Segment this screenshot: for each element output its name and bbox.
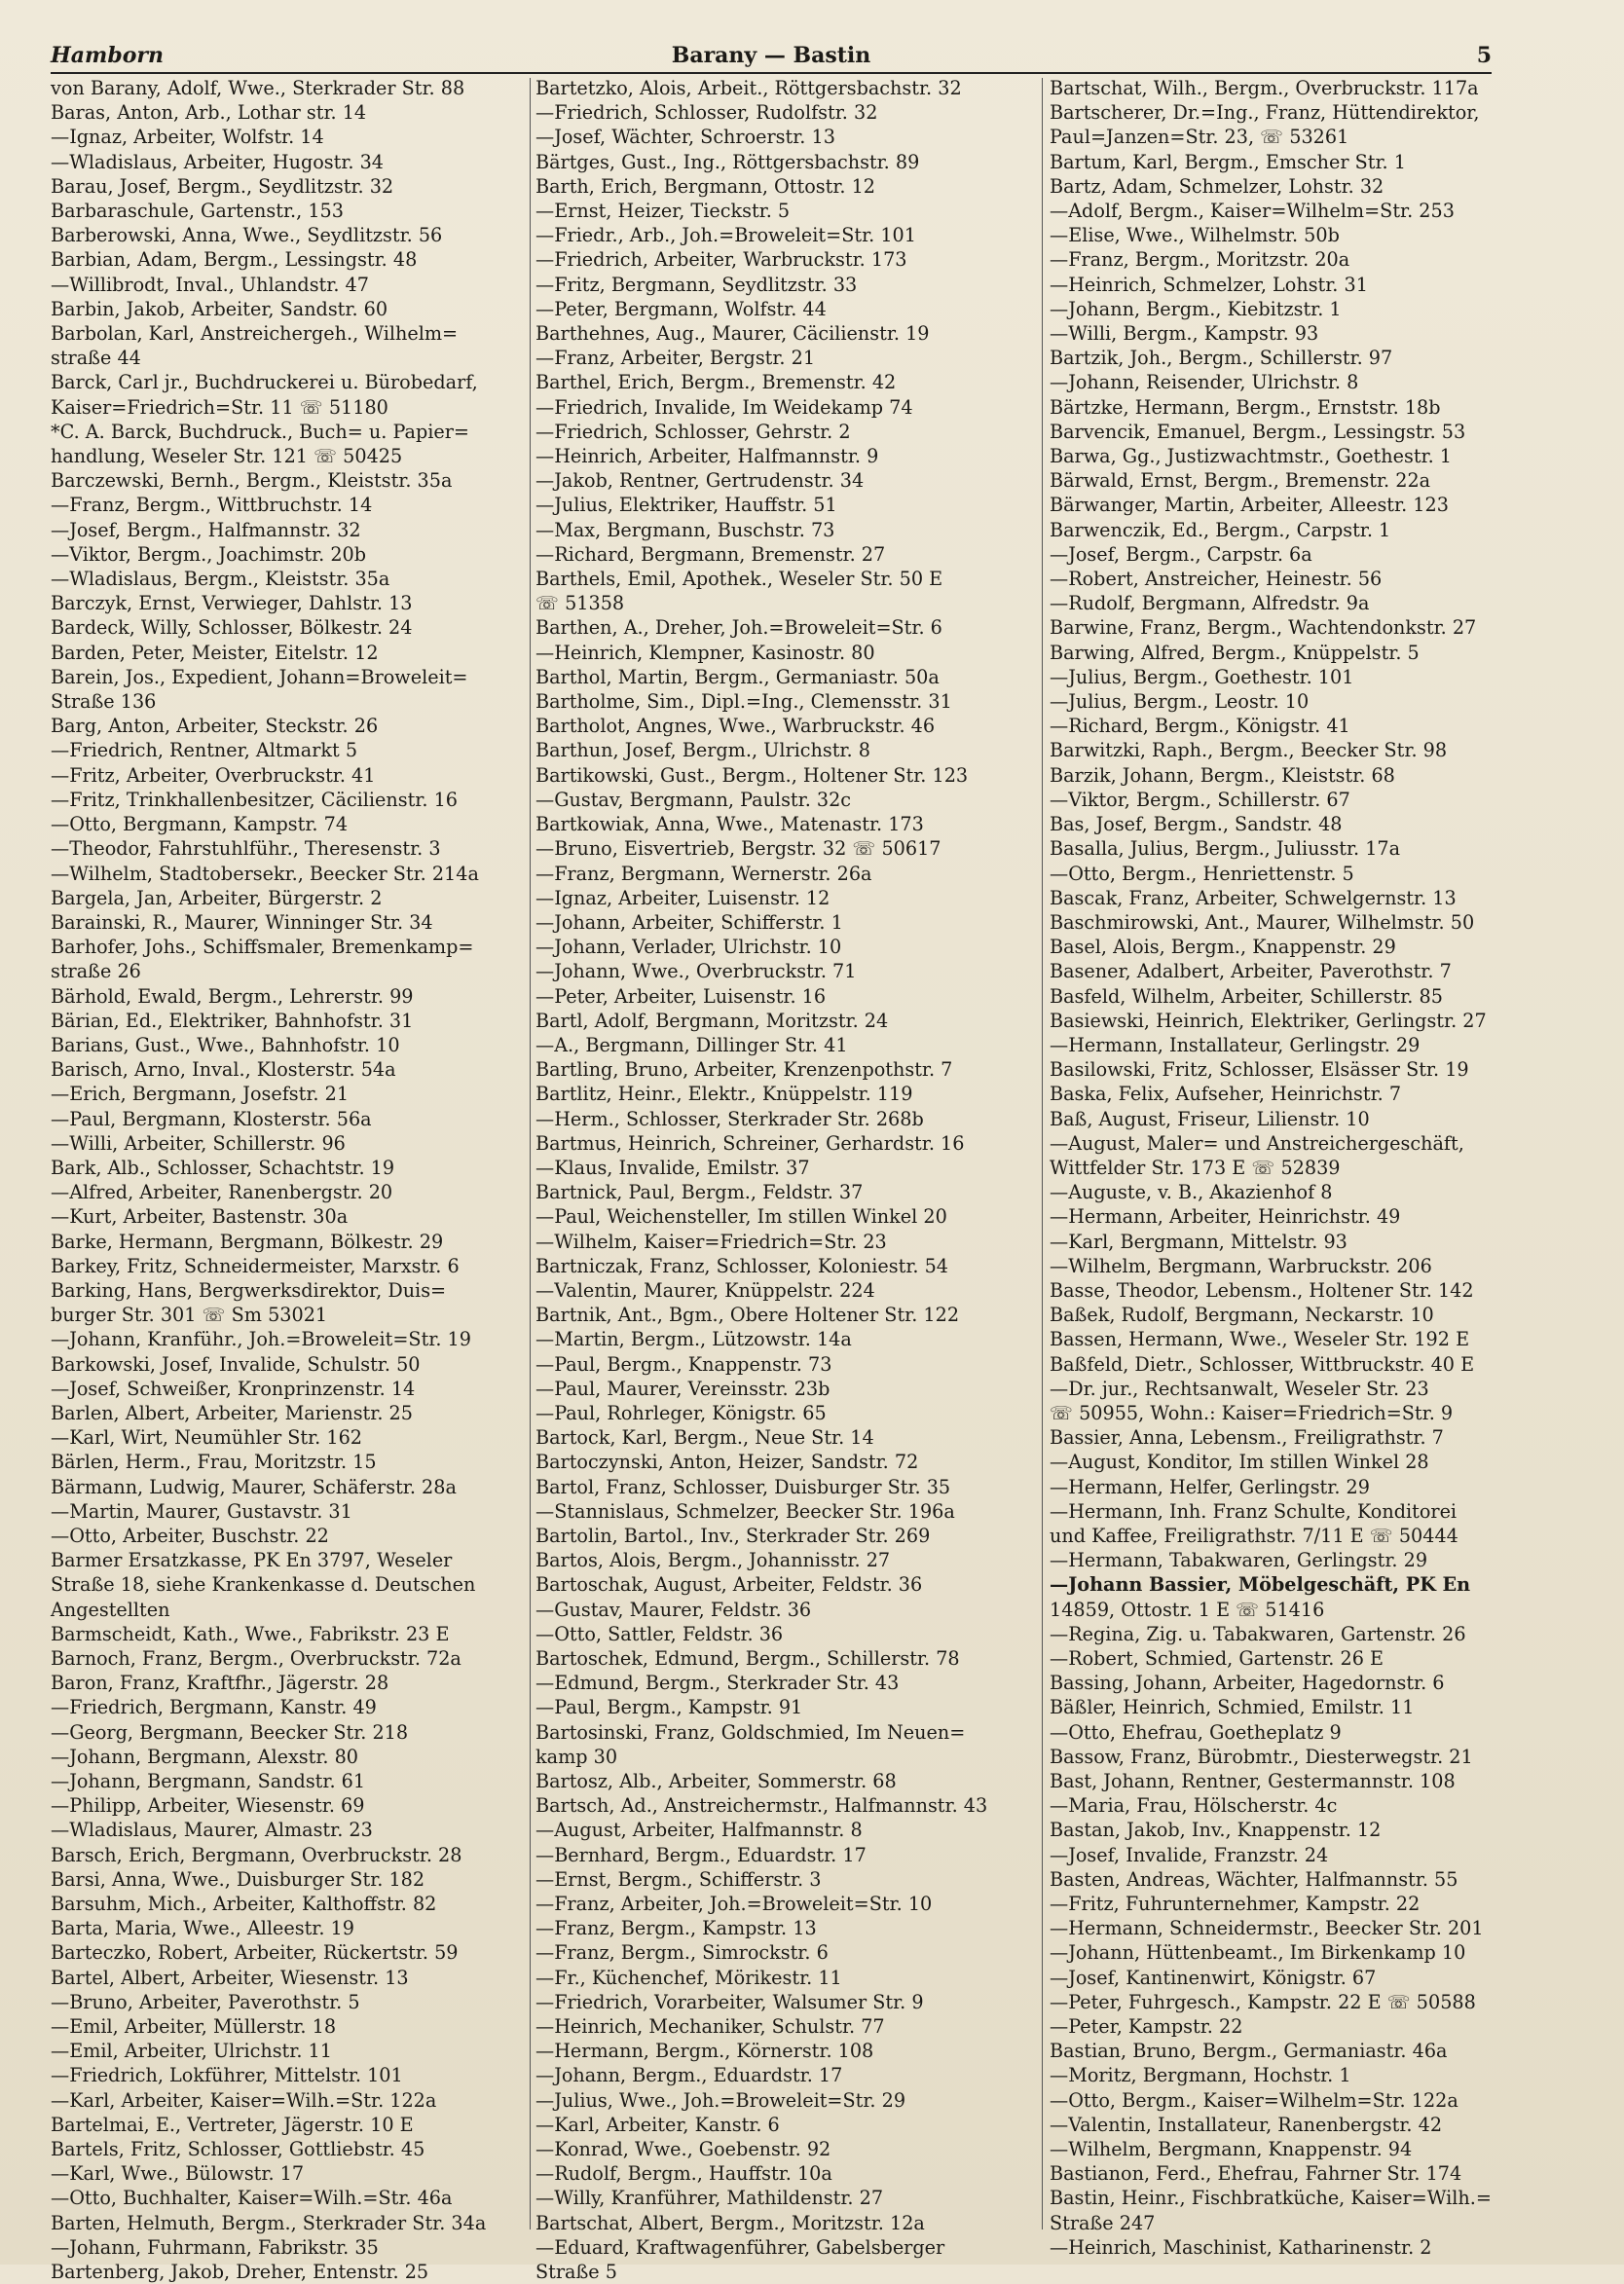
directory-entry: —Josef, Wächter, Schroerstr. 13 [535, 126, 835, 149]
directory-entry: Bartl, Adolf, Bergmann, Moritzstr. 24 [535, 1009, 889, 1032]
city-name: Hamborn [51, 43, 164, 68]
directory-entry: —Maria, Frau, Hölscherstr. 4c [1050, 1794, 1338, 1818]
directory-entry: —Hermann, Arbeiter, Heinrichstr. 49 [1050, 1205, 1401, 1229]
directory-entry: —Klaus, Invalide, Emilstr. 37 [535, 1156, 810, 1179]
directory-entry: —Hermann, Installateur, Gerlingstr. 29 [1050, 1033, 1421, 1056]
directory-entry: —Johann, Kranführ., Joh.=Broweleit=Str. 19 [51, 1328, 471, 1351]
directory-entry: —Johann, Verlader, Ulrichstr. 10 [535, 936, 842, 959]
directory-entry: Bartelmai, E., Vertreter, Jägerstr. 10 E [51, 2113, 414, 2136]
directory-entry: und Kaffee, Freiligrathstr. 7/11 E ☏ 50444 [1050, 1524, 1458, 1547]
directory-entry: —Paul, Bergmann, Klosterstr. 56a [51, 1107, 372, 1130]
directory-entry: Baschmirowski, Ant., Maurer, Wilhelmstr. 50 [1050, 910, 1475, 934]
directory-entry: —Johann, Bergm., Eduardstr. 17 [535, 2064, 843, 2087]
directory-entry: Bartos, Alois, Bergm., Johannisstr. 27 [535, 1549, 891, 1572]
directory-entry: —Johann, Fuhrmann, Fabrikstr. 35 [51, 2235, 379, 2259]
directory-entry: Bartsch, Ad., Anstreichermstr., Halfmannstr. 43 [535, 1794, 988, 1818]
directory-entry: Bärlen, Herm., Frau, Moritzstr. 15 [51, 1451, 377, 1474]
directory-entry: —Emil, Arbeiter, Ulrichstr. 11 [51, 2040, 332, 2063]
directory-entry: —Otto, Sattler, Feldstr. 36 [535, 1622, 784, 1645]
directory-entry: —Josef, Invalide, Franzstr. 24 [1050, 1843, 1329, 1866]
directory-entry: —Josef, Bergm., Carpstr. 6a [1050, 542, 1312, 566]
directory-entry: —Wilhelm, Kaiser=Friedrich=Str. 23 [535, 1230, 887, 1253]
directory-entry: —Georg, Bergmann, Beecker Str. 218 [51, 1720, 409, 1744]
directory-entry: Barth, Erich, Bergmann, Ottostr. 12 [535, 174, 875, 198]
directory-entry: —Franz, Arbeiter, Bergstr. 21 [535, 347, 816, 370]
directory-entry: —Paul, Maurer, Vereinsstr. 23b [535, 1377, 830, 1400]
directory-entry: Barck, Carl jr., Buchdruckerei u. Bürobedarf, [51, 371, 478, 394]
directory-entry: —Heinrich, Maschinist, Katharinenstr. 2 [1050, 2235, 1432, 2259]
directory-entry: Bartholot, Angnes, Wwe., Warbruckstr. 46 [535, 715, 936, 738]
directory-entry: —Willy, Kranführer, Mathildenstr. 27 [535, 2187, 884, 2210]
directory-entry: —Richard, Bergmann, Bremenstr. 27 [535, 542, 886, 566]
directory-entry: —Johann, Bergmann, Sandstr. 61 [51, 1770, 366, 1793]
directory-entry: —Viktor, Bergm., Joachimstr. 20b [51, 542, 367, 566]
directory-entry: —Robert, Schmied, Gartenstr. 26 E [1050, 1647, 1384, 1670]
directory-entry: —Julius, Elektriker, Hauffstr. 51 [535, 494, 837, 517]
directory-entry: —A., Bergmann, Dillinger Str. 41 [535, 1033, 848, 1056]
directory-entry: Bartling, Bruno, Arbeiter, Krenzenpothstr. 7 [535, 1058, 953, 1082]
directory-entry: —August, Arbeiter, Halfmannstr. 8 [535, 1819, 863, 1842]
directory-entry: —Herm., Schlosser, Sterkrader Str. 268b [535, 1107, 924, 1130]
directory-entry: Baßfeld, Dietr., Schlosser, Wittbruckstr. 40 E [1050, 1352, 1475, 1376]
directory-entry: —Adolf, Bergm., Kaiser=Wilhelm=Str. 253 [1050, 200, 1455, 223]
directory-entry: Barein, Jos., Expedient, Johann=Broweleit= [51, 665, 468, 688]
directory-entry: Bartoczynski, Anton, Heizer, Sandstr. 72 [535, 1451, 919, 1474]
directory-entry: —Friedrich, Vorarbeiter, Walsumer Str. 9 [535, 1990, 924, 2013]
directory-entry: —Fr., Küchenchef, Mörikestr. 11 [535, 1966, 842, 1989]
directory-entry: —Valentin, Maurer, Knüppelstr. 224 [535, 1278, 875, 1302]
directory-entry: —August, Maler= und Anstreichergeschäft, [1050, 1131, 1464, 1155]
directory-entry: —Johann, Bergmann, Alexstr. 80 [51, 1745, 359, 1768]
directory-entry: Baska, Felix, Aufseher, Heinrichstr. 7 [1050, 1083, 1402, 1106]
directory-entry: —Erich, Bergmann, Josefstr. 21 [51, 1083, 350, 1106]
directory-entry: Barnoch, Franz, Bergm., Overbruckstr. 72a [51, 1647, 461, 1670]
directory-entry: Bartikowski, Gust., Bergm., Holtener Str. 123 [535, 763, 969, 787]
directory-entry: —Rudolf, Bergmann, Alfredstr. 9a [1050, 592, 1370, 615]
directory-entry: Baßek, Rudolf, Bergmann, Neckarstr. 10 [1050, 1304, 1434, 1327]
directory-entry: Bärian, Ed., Elektriker, Bahnhofstr. 31 [51, 1009, 414, 1032]
directory-entry: —Johann, Bergm., Kiebitzstr. 1 [1050, 297, 1342, 320]
directory-entry: Basse, Theodor, Lebensm., Holtener Str. 142 [1050, 1278, 1474, 1302]
directory-entry: Bartels, Fritz, Schlosser, Gottliebstr. 45 [51, 2138, 425, 2161]
directory-entry: Bardeck, Willy, Schlosser, Bölkestr. 24 [51, 616, 413, 640]
directory-entry: —Josef, Schweißer, Kronprinzenstr. 14 [51, 1377, 416, 1400]
directory-entry: —Philipp, Arbeiter, Wiesenstr. 69 [51, 1794, 365, 1818]
directory-entry: —Friedrich, Invalide, Im Weidekamp 74 [535, 395, 913, 419]
directory-entry: —Willi, Bergm., Kampstr. 93 [1050, 322, 1319, 346]
directory-entry: Basalla, Julius, Bergm., Juliusstr. 17a [1050, 837, 1401, 861]
directory-entry: Bartlitz, Heinr., Elektr., Knüppelstr. 119 [535, 1083, 913, 1106]
directory-entry: Paul=Janzen=Str. 23, ☏ 53261 [1050, 126, 1349, 149]
directory-entry: —Fritz, Trinkhallenbesitzer, Cäcilienstr. 16 [51, 788, 458, 811]
directory-entry: —Franz, Bergmann, Wernerstr. 26a [535, 862, 872, 885]
page-header [51, 43, 1492, 74]
directory-entry: Barsi, Anna, Wwe., Duisburger Str. 182 [51, 1867, 425, 1891]
directory-entry: —Josef, Kantinenwirt, Königstr. 67 [1050, 1966, 1377, 1989]
directory-entry: Bärtges, Gust., Ing., Röttgersbachstr. 89 [535, 150, 920, 173]
directory-entry: Barthehnes, Aug., Maurer, Cäcilienstr. 19 [535, 322, 930, 346]
directory-entry: Bartschat, Wilh., Bergm., Overbruckstr. 117a [1050, 77, 1479, 99]
directory-entry: Barwitzki, Raph., Bergm., Beecker Str. 98 [1050, 739, 1448, 762]
directory-entry: —Johann Bassier, Möbelgeschäft, PK En [1050, 1573, 1471, 1597]
directory-entry: Bastan, Jakob, Inv., Knappenstr. 12 [1050, 1819, 1382, 1842]
directory-entry: —Otto, Bergm., Kaiser=Wilhelm=Str. 122a [1050, 2088, 1458, 2112]
directory-entry: Basiewski, Heinrich, Elektriker, Gerlingstr. 27 [1050, 1009, 1487, 1032]
directory-entry: Bascak, Franz, Arbeiter, Schwelgernstr. 13 [1050, 886, 1457, 909]
directory-entry: —Wilhelm, Bergmann, Knappenstr. 94 [1050, 2138, 1413, 2161]
directory-entry: straße 26 [51, 960, 141, 983]
directory-entry: —Emil, Arbeiter, Müllerstr. 18 [51, 2015, 337, 2039]
directory-entry: Basfeld, Wilhelm, Arbeiter, Schillerstr. 85 [1050, 984, 1443, 1008]
directory-entry: —Paul, Bergm., Kampstr. 91 [535, 1696, 803, 1719]
directory-entry: Bartniczak, Franz, Schlosser, Koloniestr. 54 [535, 1254, 949, 1277]
directory-entry: ☏ 51358 [535, 592, 625, 615]
directory-entry: handlung, Weseler Str. 121 ☏ 50425 [51, 445, 403, 468]
directory-entry: Barden, Peter, Meister, Eitelstr. 12 [51, 641, 379, 664]
directory-entry: Barau, Josef, Bergm., Seydlitzstr. 32 [51, 174, 394, 198]
directory-entry: ☏ 50955, Wohn.: Kaiser=Friedrich=Str. 9 [1050, 1401, 1454, 1424]
directory-entry: von Barany, Adolf, Wwe., Sterkrader Str. 88 [51, 77, 465, 99]
directory-entry: Bärtzke, Hermann, Bergm., Ernststr. 18b [1050, 395, 1441, 419]
directory-entry: 14859, Ottostr. 1 E ☏ 51416 [1050, 1598, 1325, 1621]
directory-entry: —Richard, Bergm., Königstr. 41 [1050, 715, 1350, 738]
column-2 [535, 76, 1032, 2284]
directory-entry: —Wilhelm, Bergmann, Warbruckstr. 206 [1050, 1254, 1432, 1277]
directory-entry: Bartoschek, Edmund, Bergm., Schillerstr. 78 [535, 1647, 960, 1670]
directory-entry: —Karl, Wirt, Neumühler Str. 162 [51, 1426, 362, 1450]
directory-entry: —Friedrich, Rentner, Altmarkt 5 [51, 739, 358, 762]
directory-entry: —Wladislaus, Maurer, Almastr. 23 [51, 1819, 373, 1842]
directory-entry: —Paul, Rohrleger, Königstr. 65 [535, 1401, 827, 1424]
directory-entry: —Peter, Kampstr. 22 [1050, 2015, 1243, 2039]
directory-entry: —Heinrich, Mechaniker, Schulstr. 77 [535, 2015, 885, 2039]
directory-entry: Bartoschak, August, Arbeiter, Feldstr. 36 [535, 1573, 923, 1597]
directory-entry: —Fritz, Bergmann, Seydlitzstr. 33 [535, 273, 858, 296]
directory-entry: —Heinrich, Arbeiter, Halfmannstr. 9 [535, 445, 879, 468]
directory-entry: Barwing, Alfred, Bergm., Knüppelstr. 5 [1050, 641, 1420, 664]
directory-entry: Barten, Helmuth, Bergm., Sterkrader Str. 34a [51, 2211, 487, 2234]
directory-entry: Bartmus, Heinrich, Schreiner, Gerhardstr. 16 [535, 1131, 965, 1155]
directory-entry: kamp 30 [535, 1745, 618, 1768]
directory-entry: Barvencik, Emanuel, Bergm., Lessingstr. 53 [1050, 420, 1466, 443]
directory-entry: Bassen, Hermann, Wwe., Weseler Str. 192 E [1050, 1328, 1470, 1351]
directory-entry: —Elise, Wwe., Wilhelmstr. 50b [1050, 224, 1340, 247]
directory-entry: —Ignaz, Arbeiter, Wolfstr. 14 [51, 126, 324, 149]
directory-entry: Barwenczik, Ed., Bergm., Carpstr. 1 [1050, 518, 1391, 541]
directory-entry: Bartscherer, Dr.=Ing., Franz, Hüttendirektor, [1050, 101, 1480, 125]
directory-entry: Bassier, Anna, Lebensm., Freiligrathstr. 7 [1050, 1426, 1444, 1450]
directory-entry: Bartholme, Sim., Dipl.=Ing., Clemensstr. 31 [535, 690, 952, 714]
directory-entry: —Regina, Zig. u. Tabakwaren, Gartenstr. 26 [1050, 1622, 1466, 1645]
directory-entry: —Franz, Bergm., Moritzstr. 20a [1050, 248, 1350, 272]
column-divider [1042, 78, 1043, 2229]
directory-entry: Barhofer, Johs., Schiffsmaler, Bremenkamp= [51, 936, 474, 959]
directory-entry: Barberowski, Anna, Wwe., Seydlitzstr. 56 [51, 224, 443, 247]
directory-entry: Barthol, Martin, Bergm., Germaniastr. 50a [535, 665, 940, 688]
directory-entry: —Paul, Weichensteller, Im stillen Winkel 20 [535, 1205, 947, 1229]
directory-entry: —Fritz, Arbeiter, Overbruckstr. 41 [51, 763, 376, 787]
directory-entry: Bartenberg, Jakob, Dreher, Entenstr. 25 [51, 2261, 429, 2284]
directory-entry: Bartosinski, Franz, Goldschmied, Im Neuen= [535, 1720, 966, 1744]
directory-entry: Barbian, Adam, Bergm., Lessingstr. 48 [51, 248, 418, 272]
directory-entry: Bartschat, Albert, Bergm., Moritzstr. 12a [535, 2211, 925, 2234]
directory-entry: —Jakob, Rentner, Gertrudenstr. 34 [535, 469, 865, 493]
directory-entry: —Kurt, Arbeiter, Bastenstr. 30a [51, 1205, 349, 1229]
directory-entry: Barg, Anton, Arbeiter, Steckstr. 26 [51, 715, 379, 738]
directory-entry: Bast, Johann, Rentner, Gestermannstr. 108 [1050, 1770, 1456, 1793]
directory-entry: —Gustav, Bergmann, Paulstr. 32c [535, 788, 852, 811]
directory-entry: Bärhold, Ewald, Bergm., Lehrerstr. 99 [51, 984, 414, 1008]
directory-entry: Basener, Adalbert, Arbeiter, Paverothstr. 7 [1050, 960, 1452, 983]
directory-entry: —Stannislaus, Schmelzer, Beecker Str. 196a [535, 1499, 955, 1523]
directory-entry: —Willi, Arbeiter, Schillerstr. 96 [51, 1131, 346, 1155]
directory-entry: —Franz, Arbeiter, Joh.=Broweleit=Str. 10 [535, 1893, 933, 1916]
directory-entry: —Hermann, Inh. Franz Schulte, Konditorei [1050, 1499, 1458, 1523]
directory-entry: Bartum, Karl, Bergm., Emscher Str. 1 [1050, 150, 1406, 173]
directory-entry: —Julius, Bergm., Goethestr. 101 [1050, 665, 1354, 688]
directory-entry: Bartel, Albert, Arbeiter, Wiesenstr. 13 [51, 1966, 409, 1989]
directory-entry: Barkey, Fritz, Schneidermeister, Marxstr. 6 [51, 1254, 460, 1277]
directory-entry: —Heinrich, Klempner, Kasinostr. 80 [535, 641, 875, 664]
directory-entry: —Martin, Bergm., Lützowstr. 14a [535, 1328, 852, 1351]
directory-entry: Bassow, Franz, Bürobmtr., Diesterwegstr. 21 [1050, 1745, 1473, 1768]
directory-entry: —Friedrich, Schlosser, Rudolfstr. 32 [535, 101, 878, 125]
directory-entry: Bartz, Adam, Schmelzer, Lohstr. 32 [1050, 174, 1384, 198]
page-number: 5 [1476, 43, 1492, 68]
directory-entry: —Heinrich, Schmelzer, Lohstr. 31 [1050, 273, 1368, 296]
directory-entry: —Julius, Wwe., Joh.=Broweleit=Str. 29 [535, 2088, 906, 2112]
directory-entry: Barwine, Franz, Bergm., Wachtendonkstr. 27 [1050, 616, 1477, 640]
directory-entry: Barwa, Gg., Justizwachtmstr., Goethestr. 1 [1050, 445, 1453, 468]
directory-entry: *C. A. Barck, Buchdruck., Buch= u. Papier= [51, 420, 469, 443]
directory-entry: —Martin, Maurer, Gustavstr. 31 [51, 1499, 352, 1523]
directory-entry: Barbin, Jakob, Arbeiter, Sandstr. 60 [51, 297, 388, 320]
directory-entry: Bartol, Franz, Schlosser, Duisburger Str. 35 [535, 1475, 951, 1498]
directory-entry: —Peter, Fuhrgesch., Kampstr. 22 E ☏ 50588 [1050, 1990, 1476, 2013]
directory-entry: Basten, Andreas, Wächter, Halfmannstr. 55 [1050, 1867, 1458, 1891]
directory-entry: Barians, Gust., Wwe., Bahnhofstr. 10 [51, 1033, 400, 1056]
directory-entry: Barczyk, Ernst, Verwieger, Dahlstr. 13 [51, 592, 413, 615]
directory-entry: —Wilhelm, Stadtobersekr., Beecker Str. 214a [51, 862, 479, 885]
directory-entry: Barsuhm, Mich., Arbeiter, Kalthoffstr. 82 [51, 1893, 437, 1916]
directory-entry: —Max, Bergmann, Buschstr. 73 [535, 518, 835, 541]
directory-entry: Bärwanger, Martin, Arbeiter, Alleestr. 123 [1050, 494, 1449, 517]
directory-entry: —Wladislaus, Bergm., Kleiststr. 35a [51, 568, 390, 591]
directory-entry: —Friedrich, Arbeiter, Warbruckstr. 173 [535, 248, 907, 272]
directory-entry: Kaiser=Friedrich=Str. 11 ☏ 51180 [51, 395, 388, 419]
directory-entry: Bäßler, Heinrich, Schmied, Emilstr. 11 [1050, 1696, 1415, 1719]
directory-entry: —Friedrich, Bergmann, Kanstr. 49 [51, 1696, 377, 1719]
directory-entry: Bartolin, Bartol., Inv., Sterkrader Str. 269 [535, 1524, 931, 1547]
directory-entry: —Wladislaus, Arbeiter, Hugostr. 34 [51, 150, 385, 173]
directory-entry: Bassing, Johann, Arbeiter, Hagedornstr. 6 [1050, 1672, 1445, 1695]
directory-entry: —Dr. jur., Rechtsanwalt, Weseler Str. 23 [1050, 1377, 1429, 1400]
directory-entry: —August, Konditor, Im stillen Winkel 28 [1050, 1451, 1429, 1474]
directory-entry: burger Str. 301 ☏ Sm 53021 [51, 1304, 328, 1327]
directory-entry: Bartnik, Ant., Bgm., Obere Holtener Str. 122 [535, 1304, 960, 1327]
directory-entry: —Edmund, Bergm., Sterkrader Str. 43 [535, 1672, 900, 1695]
directory-entry: Bartock, Karl, Bergm., Neue Str. 14 [535, 1426, 874, 1450]
directory-entry: —Ignaz, Arbeiter, Luisenstr. 12 [535, 886, 830, 909]
directory-entry: Barke, Hermann, Bergmann, Bölkestr. 29 [51, 1230, 444, 1253]
directory-entry: Bargela, Jan, Arbeiter, Bürgerstr. 2 [51, 886, 383, 909]
directory-entry: Bartkowiak, Anna, Wwe., Matenastr. 173 [535, 813, 924, 836]
directory-entry: Barmscheidt, Kath., Wwe., Fabrikstr. 23 E [51, 1622, 450, 1645]
directory-entry: —Friedrich, Lokführer, Mittelstr. 101 [51, 2064, 403, 2087]
directory-entry: —Franz, Bergm., Simrockstr. 6 [535, 1941, 829, 1965]
directory-entry: Straße 5 [535, 2261, 617, 2284]
directory-entry: —Hermann, Schneidermstr., Beecker Str. 201 [1050, 1917, 1484, 1940]
directory-entry: —Josef, Bergm., Halfmannstr. 32 [51, 518, 361, 541]
directory-entry: —Karl, Bergmann, Mittelstr. 93 [1050, 1230, 1347, 1253]
directory-entry: —Konrad, Wwe., Goebenstr. 92 [535, 2138, 831, 2161]
directory-entry: —Bernhard, Bergm., Eduardstr. 17 [535, 1843, 867, 1866]
directory-entry: —Johann, Reisender, Ulrichstr. 8 [1050, 371, 1359, 394]
directory-entry: Angestellten [51, 1598, 170, 1621]
directory-entry: Straße 247 [1050, 2211, 1156, 2234]
directory-entry: —Paul, Bergm., Knappenstr. 73 [535, 1352, 832, 1376]
directory-entry: —Bruno, Arbeiter, Paverothstr. 5 [51, 1990, 360, 2013]
directory-entry: Barsch, Erich, Bergmann, Overbruckstr. 28 [51, 1843, 462, 1866]
directory-entry: Basel, Alois, Bergm., Knappenstr. 29 [1050, 936, 1396, 959]
directory-entry: —Fritz, Fuhrunternehmer, Kampstr. 22 [1050, 1893, 1421, 1916]
directory-entry: Barainski, R., Maurer, Winninger Str. 34 [51, 910, 433, 934]
directory-entry: Barbolan, Karl, Anstreichergeh., Wilhelm= [51, 322, 459, 346]
directory-entry: Basilowski, Fritz, Schlosser, Elsässer Str. 19 [1050, 1058, 1469, 1082]
directory-entry: Straße 18, siehe Krankenkasse d. Deutschen [51, 1573, 476, 1597]
directory-entry: —Johann, Wwe., Overbruckstr. 71 [535, 960, 857, 983]
directory-entry: Barisch, Arno, Inval., Klosterstr. 54a [51, 1058, 396, 1082]
directory-entry: Bastian, Bruno, Bergm., Germaniastr. 46a [1050, 2040, 1448, 2063]
directory-entry: Bärwald, Ernst, Bergm., Bremenstr. 22a [1050, 469, 1431, 493]
directory-entry: Bas, Josef, Bergm., Sandstr. 48 [1050, 813, 1343, 836]
directory-entry: —Julius, Bergm., Leostr. 10 [1050, 690, 1310, 714]
directory-entry: Barmer Ersatzkasse, PK En 3797, Weseler [51, 1549, 453, 1572]
directory-entry: Barbaraschule, Gartenstr., 153 [51, 200, 344, 223]
directory-entry: —Hermann, Tabakwaren, Gerlingstr. 29 [1050, 1549, 1428, 1572]
directory-entry: Barkowski, Josef, Invalide, Schulstr. 50 [51, 1352, 421, 1376]
directory-entry: Bark, Alb., Schlosser, Schachtstr. 19 [51, 1156, 395, 1179]
directory-entry: Barthen, A., Dreher, Joh.=Broweleit=Str. 6 [535, 616, 942, 640]
directory-entry: Bastianon, Ferd., Ehefrau, Fahrner Str. 174 [1050, 2162, 1462, 2186]
directory-entry: —Otto, Ehefrau, Goetheplatz 9 [1050, 1720, 1342, 1744]
directory-entry: —Gustav, Maurer, Feldstr. 36 [535, 1598, 812, 1621]
directory-entry: Barczewski, Bernh., Bergm., Kleiststr. 35a [51, 469, 453, 493]
directory-entry: Baras, Anton, Arb., Lothar str. 14 [51, 101, 367, 125]
column-3 [1050, 76, 1517, 2259]
directory-entry: Bärmann, Ludwig, Maurer, Schäferstr. 28a [51, 1475, 457, 1498]
directory-entry: Barking, Hans, Bergwerksdirektor, Duis= [51, 1278, 447, 1302]
directory-entry: Barthel, Erich, Bergm., Bremenstr. 42 [535, 371, 897, 394]
directory-entry: —Karl, Arbeiter, Kanstr. 6 [535, 2113, 780, 2136]
directory-entry: Barzik, Johann, Bergm., Kleiststr. 68 [1050, 763, 1395, 787]
directory-entry: —Peter, Arbeiter, Luisenstr. 16 [535, 984, 827, 1008]
column-1 [51, 76, 520, 2284]
directory-entry: Wittfelder Str. 173 E ☏ 52839 [1050, 1156, 1341, 1179]
directory-entry: —Alfred, Arbeiter, Ranenbergstr. 20 [51, 1181, 393, 1204]
directory-entry: —Valentin, Installateur, Ranenbergstr. 42 [1050, 2113, 1443, 2136]
column-divider [530, 78, 531, 2229]
directory-entry: —Hermann, Helfer, Gerlingstr. 29 [1050, 1475, 1370, 1498]
directory-entry: Barlen, Albert, Arbeiter, Marienstr. 25 [51, 1401, 413, 1424]
directory-entry: Barteczko, Robert, Arbeiter, Rückertstr. 59 [51, 1941, 459, 1965]
directory-entry: —Johann, Arbeiter, Schifferstr. 1 [535, 910, 843, 934]
directory-entry: —Franz, Bergm., Kampstr. 13 [535, 1917, 817, 1940]
directory-entry: Barta, Maria, Wwe., Alleestr. 19 [51, 1917, 354, 1940]
directory-entry: Bartosz, Alb., Arbeiter, Sommerstr. 68 [535, 1770, 897, 1793]
directory-entry: Baß, August, Friseur, Lilienstr. 10 [1050, 1107, 1370, 1130]
directory-entry: Barthun, Josef, Bergm., Ulrichstr. 8 [535, 739, 870, 762]
running-head: Barany — Bastin [671, 43, 871, 68]
directory-entry: —Willibrodt, Inval., Uhlandstr. 47 [51, 273, 369, 296]
directory-entry: —Bruno, Eisvertrieb, Bergstr. 32 ☏ 50617 [535, 837, 941, 861]
directory-entry: —Moritz, Bergmann, Hochstr. 1 [1050, 2064, 1351, 2087]
directory-entry: —Franz, Bergm., Wittbruchstr. 14 [51, 494, 373, 517]
directory-entry: —Robert, Anstreicher, Heinestr. 56 [1050, 568, 1383, 591]
directory-entry: Bartetzko, Alois, Arbeit., Röttgersbachstr. 32 [535, 77, 962, 99]
directory-entry: Bastin, Heinr., Fischbratküche, Kaiser=Wilh.= [1050, 2187, 1492, 2210]
directory-entry: —Karl, Arbeiter, Kaiser=Wilh.=Str. 122a [51, 2088, 437, 2112]
directory-entry: —Theodor, Fahrstuhlführ., Theresenstr. 3 [51, 837, 441, 861]
directory-entry: —Viktor, Bergm., Schillerstr. 67 [1050, 788, 1350, 811]
directory-entry: —Ernst, Bergm., Schifferstr. 3 [535, 1867, 822, 1891]
directory-entry: —Peter, Bergmann, Wolfstr. 44 [535, 297, 827, 320]
directory-entry: —Otto, Bergmann, Kampstr. 74 [51, 813, 349, 836]
directory-entry: straße 44 [51, 347, 141, 370]
directory-entry: Baron, Franz, Kraftfhr., Jägerstr. 28 [51, 1672, 389, 1695]
directory-entry: —Ernst, Heizer, Tieckstr. 5 [535, 200, 791, 223]
directory-entry: —Auguste, v. B., Akazienhof 8 [1050, 1181, 1333, 1204]
directory-entry: —Friedr., Arb., Joh.=Broweleit=Str. 101 [535, 224, 916, 247]
directory-entry: —Rudolf, Bergm., Hauffstr. 10a [535, 2162, 832, 2186]
directory-entry: —Otto, Bergm., Henriettenstr. 5 [1050, 862, 1354, 885]
directory-entry: —Hermann, Bergm., Körnerstr. 108 [535, 2040, 874, 2063]
directory-entry: —Karl, Wwe., Bülowstr. 17 [51, 2162, 305, 2186]
directory-entry: —Friedrich, Schlosser, Gehrstr. 2 [535, 420, 851, 443]
directory-entry: Bartzik, Joh., Bergm., Schillerstr. 97 [1050, 347, 1393, 370]
directory-entry: Bartnick, Paul, Bergm., Feldstr. 37 [535, 1181, 864, 1204]
directory-entry: —Otto, Arbeiter, Buschstr. 22 [51, 1524, 329, 1547]
directory-entry: —Otto, Buchhalter, Kaiser=Wilh.=Str. 46a [51, 2187, 453, 2210]
directory-entry: Straße 136 [51, 690, 157, 714]
directory-entry: —Eduard, Kraftwagenführer, Gabelsberger [535, 2235, 945, 2259]
directory-entry: —Johann, Hüttenbeamt., Im Birkenkamp 10 [1050, 1941, 1466, 1965]
directory-entry: Barthels, Emil, Apothek., Weseler Str. 50 E [535, 568, 943, 591]
